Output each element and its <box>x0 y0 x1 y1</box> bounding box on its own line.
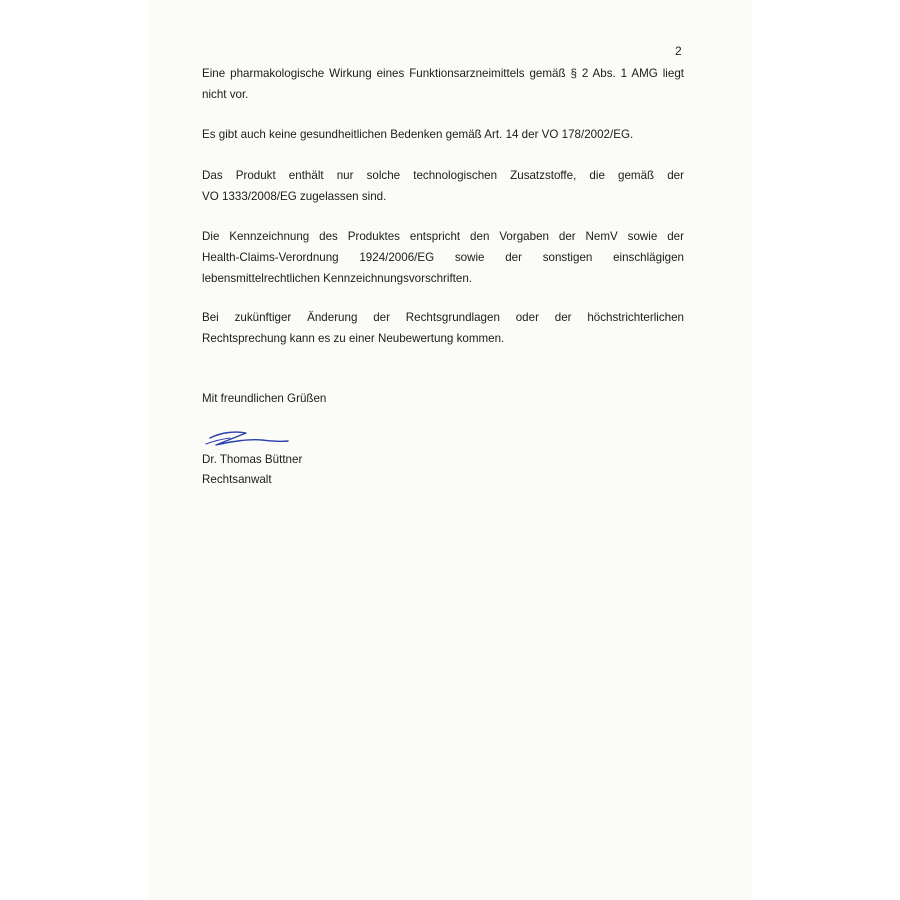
paragraph-2 <box>202 124 684 145</box>
paragraph-line: Eine pharmakologische Wirkung eines Funktionsarzneimittels gemäß § 2 Abs. 1 AMG liegt <box>202 67 684 80</box>
paragraph-line: Die Kennzeichnung des Produktes entspricht den Vorgaben der NemV sowie der <box>202 230 684 243</box>
paragraph-line: Es gibt auch keine gesundheitlichen Bedenken gemäß Art. 14 der VO 178/2002/EG. <box>202 128 634 141</box>
paragraph-line: Health-Claims-Verordnung 1924/2006/EG sowie der sonstigen einschlägigen <box>202 251 684 264</box>
paragraph-line: nicht vor. <box>202 88 249 101</box>
paragraph-line: lebensmittelrechtlichen Kennzeichnungsvorschriften. <box>202 272 473 285</box>
page-number: 2 <box>675 44 682 58</box>
signer-title: Rechtsanwalt <box>202 473 272 486</box>
paragraph-1 <box>202 63 684 105</box>
closing-salutation <box>202 388 684 409</box>
paragraph-line: Das Produkt enthält nur solche technologischen Zusatzstoffe, die gemäß der <box>202 169 684 182</box>
paragraph-4 <box>202 226 684 289</box>
paragraph-line: Rechtsprechung kann es zu einer Neubewertung kommen. <box>202 332 505 345</box>
signer-title-block <box>202 469 272 490</box>
signer-name: Dr. Thomas Büttner <box>202 453 303 466</box>
paragraph-line: Bei zukünftiger Änderung der Rechtsgrundlagen oder der höchstrichterlichen <box>202 311 684 324</box>
paragraph-5 <box>202 307 684 349</box>
closing-text: Mit freundlichen Grüßen <box>202 392 327 405</box>
signer-name-block <box>202 449 302 470</box>
paragraph-3 <box>202 165 684 207</box>
paragraph-line: VO 1333/2008/EG zugelassen sind. <box>202 190 387 203</box>
